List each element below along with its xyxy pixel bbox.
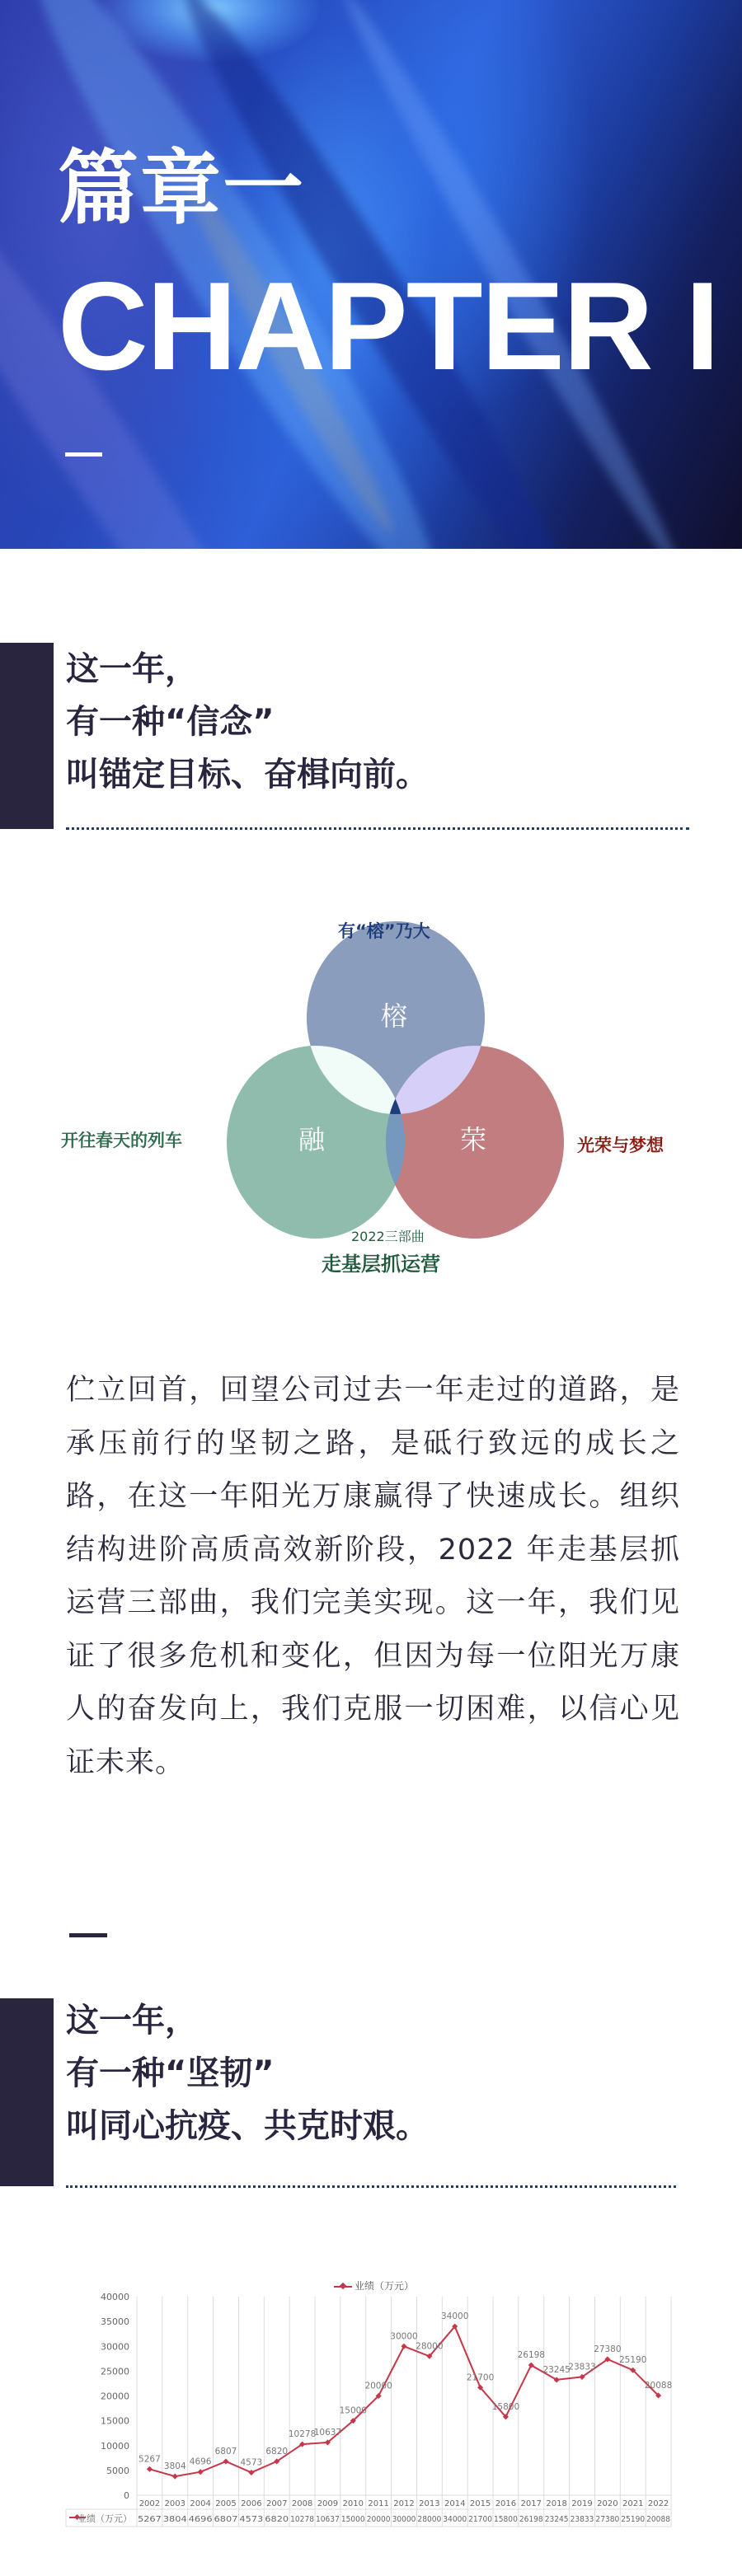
x-axis-tick-label: 2004	[190, 2499, 211, 2508]
x-axis-tick-label: 2012	[393, 2499, 415, 2508]
venn-top-caption: 有“榕”乃大	[338, 921, 430, 941]
data-table-cell: 15000	[340, 2515, 365, 2524]
legend-label: 业绩（万元）	[355, 2280, 415, 2292]
x-axis-tick-label: 2011	[368, 2499, 389, 2508]
data-table-cell: 6820	[265, 2515, 289, 2524]
x-axis-tick-label: 2014	[444, 2499, 466, 2508]
data-point-marker	[248, 2470, 254, 2475]
x-axis-tick-label: 2003	[164, 2499, 186, 2508]
data-point-label: 26198	[517, 2350, 545, 2361]
section-divider-dash	[69, 1933, 107, 1937]
data-table-cell: 34000	[443, 2515, 467, 2524]
data-point-label: 10278	[288, 2429, 317, 2440]
heading-line: 叫同心抗疫、共克时艰。	[66, 2107, 429, 2145]
venn-circle-left-label: 融	[298, 1124, 326, 1155]
data-point-marker	[401, 2344, 406, 2349]
data-table-cell: 6807	[214, 2515, 238, 2524]
venn-circle-top-label: 榕	[381, 1000, 408, 1032]
venn-bottom-caption: 走基层抓运营	[322, 1253, 440, 1276]
x-axis-tick-label: 2020	[597, 2499, 618, 2508]
heading-line: 叫锚定目标、奋楫向前。	[66, 756, 429, 794]
data-point-label: 6820	[265, 2446, 289, 2457]
data-point-marker	[223, 2458, 228, 2464]
x-axis-tick-label: 2022	[647, 2499, 669, 2508]
data-point-label: 27380	[594, 2344, 622, 2355]
y-axis-tick-label: 20000	[101, 2391, 129, 2402]
data-point-label: 3804	[163, 2461, 186, 2472]
table-series-label: 业绩（万元）	[77, 2513, 132, 2524]
data-point-label: 20000	[364, 2381, 392, 2391]
x-axis-tick-label: 2016	[495, 2499, 517, 2508]
heading-line: 有一种“坚韧”	[66, 2054, 275, 2092]
data-table-cell: 23833	[570, 2515, 594, 2524]
data-point-label: 30000	[390, 2331, 418, 2342]
y-axis-tick-label: 5000	[106, 2465, 129, 2476]
data-table-cell: 10278	[290, 2515, 315, 2524]
x-axis-tick-label: 2015	[469, 2499, 491, 2508]
data-point-label: 25190	[619, 2355, 647, 2366]
data-point-label: 15800	[491, 2401, 520, 2412]
performance-line-chart	[0, 2258, 742, 2576]
data-point-marker	[172, 2474, 178, 2480]
x-axis-tick-label: 2017	[520, 2499, 542, 2508]
data-point-label: 4573	[240, 2457, 263, 2468]
x-axis-tick-label: 2019	[571, 2499, 593, 2508]
chart-plot-area	[0, 2258, 742, 2576]
data-point-marker	[147, 2466, 153, 2472]
data-point-label: 23833	[568, 2362, 596, 2372]
data-table-cell: 10637	[316, 2515, 340, 2524]
data-table-cell: 28000	[417, 2515, 442, 2524]
x-axis-tick-label: 2013	[419, 2499, 440, 2508]
y-axis-tick-label: 35000	[101, 2316, 129, 2328]
data-point-label: 28000	[416, 2341, 444, 2352]
heading-accent-bar	[0, 643, 54, 829]
data-point-label: 5267	[139, 2454, 161, 2465]
x-axis-tick-label: 2021	[622, 2499, 644, 2508]
x-axis-tick-label: 2006	[241, 2499, 262, 2508]
data-table-cell: 4573	[239, 2515, 264, 2524]
venn-bottom-subcaption: 2022三部曲	[351, 1229, 425, 1244]
data-table-cell: 4696	[188, 2515, 213, 2524]
data-table-cell: 15800	[494, 2515, 518, 2524]
y-axis-tick-label: 0	[124, 2490, 129, 2501]
data-table-cell: 20000	[366, 2515, 391, 2524]
venn-left-caption: 开往春天的列车	[61, 1131, 182, 1150]
chapter-hero-banner	[0, 0, 742, 549]
data-point-label: 4696	[189, 2457, 212, 2467]
x-axis-tick-label: 2018	[546, 2499, 567, 2508]
data-point-label: 23245	[542, 2364, 571, 2375]
data-point-label: 34000	[441, 2311, 469, 2322]
venn-diagram	[0, 898, 742, 1294]
data-table-cell: 5267	[138, 2515, 162, 2524]
chapter-title-english: CHAPTER I	[58, 256, 719, 396]
heading-line: 有一种“信念”	[66, 703, 275, 741]
data-table-cell: 3804	[162, 2515, 187, 2524]
y-axis-tick-label: 15000	[101, 2415, 129, 2427]
data-table-cell: 26198	[519, 2515, 543, 2524]
data-table-cell: 20088	[646, 2515, 670, 2524]
data-point-label: 20088	[644, 2380, 673, 2391]
data-point-label: 10637	[313, 2427, 342, 2438]
data-table-cell: 21700	[468, 2515, 492, 2524]
heading-text	[66, 643, 429, 801]
x-axis-tick-label: 2002	[139, 2499, 161, 2508]
data-point-label: 6807	[214, 2446, 237, 2457]
heading-line: 这一年，	[66, 2002, 198, 2040]
y-axis-tick-label: 10000	[101, 2440, 129, 2452]
data-point-marker	[198, 2469, 204, 2475]
heading-accent-bar	[0, 1998, 54, 2186]
hero-divider-dash	[65, 452, 102, 457]
heading-line: 这一年，	[66, 650, 198, 688]
data-table-cell: 30000	[392, 2515, 416, 2524]
x-axis-tick-label: 2007	[265, 2499, 288, 2508]
heading-dotted-divider	[66, 2185, 676, 2188]
data-table-cell: 23245	[544, 2515, 569, 2524]
x-axis-tick-label: 2005	[215, 2499, 237, 2508]
x-axis-tick-label: 2008	[291, 2499, 313, 2508]
data-table-cell: 27380	[595, 2515, 620, 2524]
x-axis-tick-label: 2009	[317, 2499, 339, 2508]
y-axis-tick-label: 25000	[101, 2366, 129, 2377]
data-point-label: 15000	[339, 2405, 367, 2416]
chapter-title-chinese: 篇章一	[58, 142, 306, 236]
x-axis-tick-label: 2010	[342, 2499, 364, 2508]
data-point-label: 21700	[466, 2372, 495, 2383]
y-axis-tick-label: 40000	[101, 2292, 129, 2302]
heading-text	[66, 1994, 429, 2152]
y-axis-tick-label: 30000	[101, 2341, 129, 2353]
heading-dotted-divider	[66, 827, 689, 830]
venn-right-caption: 光荣与梦想	[577, 1136, 664, 1155]
body-paragraph: 伫立回首，回望公司过去一年走过的道路，是承压前行的坚韧之路，是砥行致远的成长之路，在这一年阳光万康赢得了快速成长。组织结构进阶高质高效新阶段，2022 年走基层抓运营三部曲，我们完美实现。这一年，我们见证了很多危机和变化，但因为每一位阳光万康人的奋发向上，我们克服一切困难，以信心见证未来。	[66, 1374, 680, 1779]
data-table-cell: 25190	[621, 2515, 646, 2524]
venn-circle-right-label: 荣	[460, 1124, 487, 1155]
